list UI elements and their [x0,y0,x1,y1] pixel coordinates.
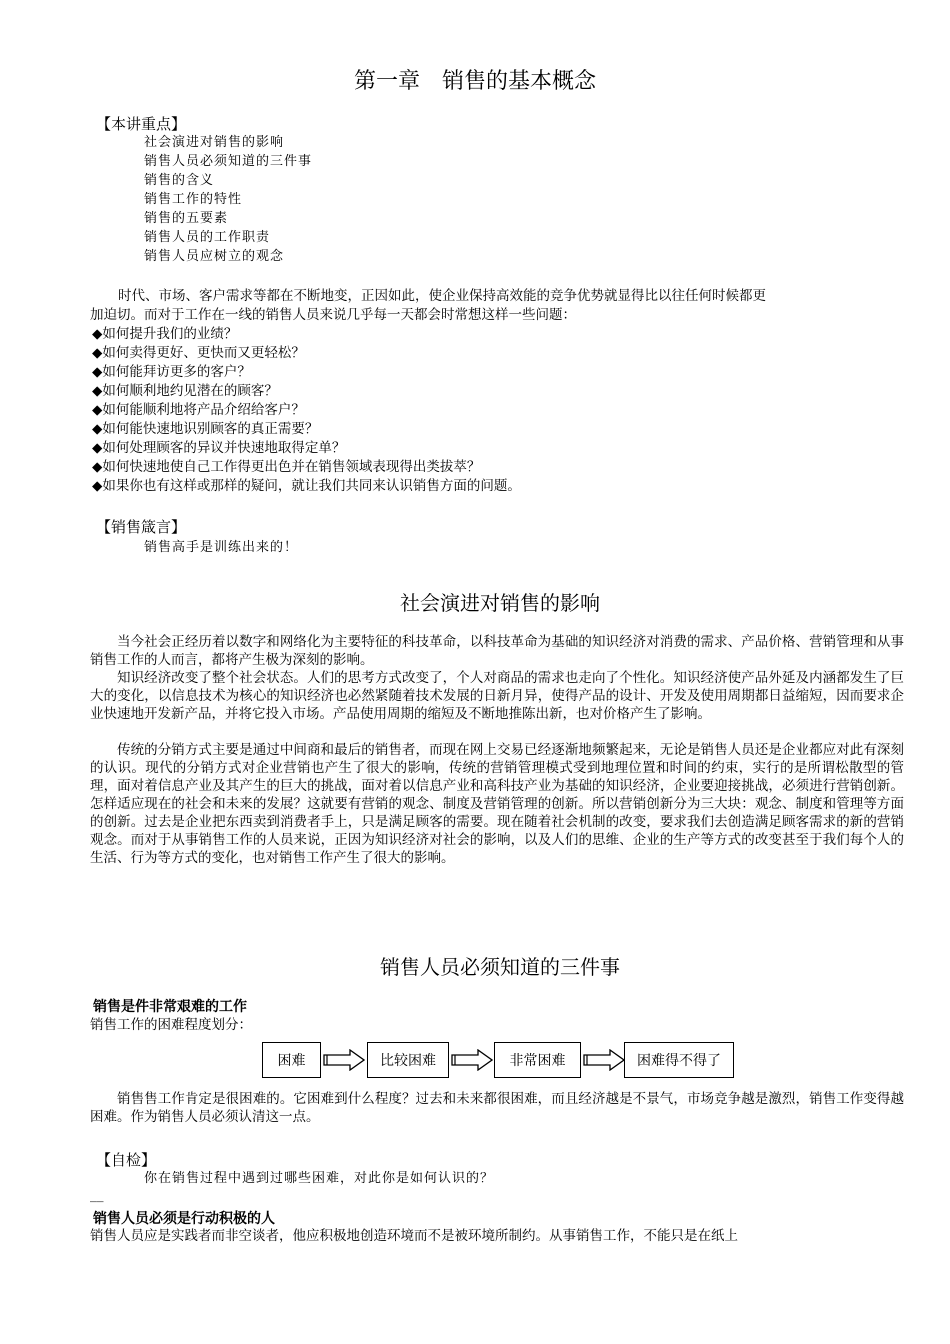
subheading-difficult: 销售是件非常艰难的工作 [93,999,247,1015]
key-point-item: 销售的五要素 [144,211,229,226]
section2-paragraph-1: 销售售工作肯定是很困难的。它困难到什么程度？过去和未来都很困难，而且经济越是不景气，市场竞争越是激烈，销售工作变得越困难。作为销售人员必须认清这一点。 [90,1091,904,1125]
key-point-item: 销售人员的工作职责 [144,230,271,245]
motto-text: 销售高手是训练出来的！ [144,540,299,555]
section1-paragraph-2: 知识经济改变了整个社会状态。人们的思考方式改变了，个人对商品的需求也走向了个性化。知识经济使产品外延及内涵都发生了巨大的变化，以信息技术为核心的知识经济也必然紧随着技术发展的日新月异，使得产品的设计、开发及使用周期都日益缩短，因而要求企业快速地开发新产品，并将它投入市场。产品使用周期的缩短及不断地推陈出新，也对价格产生了影响。 [90,670,904,722]
self-check-text: 你在销售过程中遇到过哪些困难，对此你是如何认识的？ [144,1171,495,1186]
section2-paragraph-2: 销售人员应是实践者而非空谈者，他应积极地创造环境而不是被环境所制约。从事销售工作，不能只是在纸上 [90,1228,738,1244]
chapter-title: 第一章 销售的基本概念 [353,69,596,94]
question-item: ◆如何提升我们的业绩？ [92,326,238,342]
flow-arrow-icon [451,1049,493,1071]
question-item: ◆如何处理顾客的异议并快速地取得定单？ [92,440,346,456]
key-point-item: 销售人员必须知道的三件事 [144,154,313,169]
flow-step-2: 比较困难 [367,1042,449,1078]
key-point-item: 销售的含义 [144,173,215,188]
blank-line: __ [90,1187,104,1203]
motto-header: 【销售箴言】 [96,518,187,536]
section-title-social: 社会演进对销售的影响 [400,591,600,615]
intro-line-2: 加迫切。而对于工作在一线的销售人员来说几乎每一天都会时常想这样一些问题： [90,307,576,323]
flow-step-3: 非常困难 [494,1042,581,1078]
flow-step-4: 困难得不得了 [624,1042,734,1078]
subheading-active: 销售人员必须是行动积极的人 [93,1211,275,1227]
question-item: ◆如何顺利地约见潜在的顾客？ [92,383,278,399]
self-check-header: 【自检】 [96,1151,157,1169]
intro-line-1: 时代、市场、客户需求等都在不断地变，正因如此，使企业保持高效能的竞争优势就显得比以往任何时候都更 [118,288,766,304]
flow-arrow-icon [323,1049,365,1071]
key-points-header: 【本讲重点】 [96,115,187,133]
question-item: ◆如何卖得更好、更快而又更轻松？ [92,345,305,361]
difficulty-flow [0,1042,950,1080]
question-item: ◆如果你也有这样或那样的疑问，就让我们共同来认识销售方面的问题。 [92,478,521,494]
key-point-item: 销售工作的特性 [144,192,243,207]
question-list [92,325,521,496]
flow-arrow-icon [583,1049,625,1071]
key-point-item: 社会演进对销售的影响 [144,135,285,150]
question-item: ◆如何能快速地识别顾客的真正需要？ [92,421,319,437]
question-item: ◆如何能顺利地将产品介绍给客户？ [92,402,305,418]
flow-step-1: 困难 [262,1042,321,1078]
difficulty-caption: 销售工作的困难程度划分： [90,1017,252,1033]
question-item: ◆如何快速地使自己工作得更出色并在销售领域表现得出类拔萃？ [92,459,481,475]
question-item: ◆如何能拜访更多的客户？ [92,364,251,380]
section1-paragraph-3: 传统的分销方式主要是通过中间商和最后的销售者，而现在网上交易已经逐渐地频繁起来，无论是销售人员还是企业都应对此有深刻的认识。现代的分销方式对企业营销也产生了很大的影响，传统的营销管理模式受到地理位置和时间的约束，实行的是所谓松散型的管理，面对着信息产业及其产生的巨大的挑战，面对着以信息产业和高科技产业为基础的知识经济，企业要迎接挑战，必须进行营销创新。怎样适应现在的社会和未来的发展？这就要有营销的观念、制度及营销管理的创新。所以营销创新分为三大块：观念、制度和管理等方面的创新。过去是企业把东西卖到消费者手上，只是满足顾客的需要。现在随着社会机制的改变，要求我们去创造满足顾客需求的新的营销观念。而对于从事销售工作的人员来说，正因为知识经济对社会的影响，以及人们的思维、企业的生产等方式的改变甚至于我们每个人的生活、行为等方式的变化，也对销售工作产生了很大的影响。 [90,742,904,866]
section-title-three-things: 销售人员必须知道的三件事 [380,955,620,979]
section1-paragraph-1: 当今社会正经历着以数字和网络化为主要特征的科技革命，以科技革命为基础的知识经济对消费的需求、产品价格、营销管理和从事销售工作的人而言，都将产生极为深刻的影响。 [90,634,904,668]
key-point-item: 销售人员应树立的观念 [144,249,285,264]
key-points-list [144,133,312,266]
